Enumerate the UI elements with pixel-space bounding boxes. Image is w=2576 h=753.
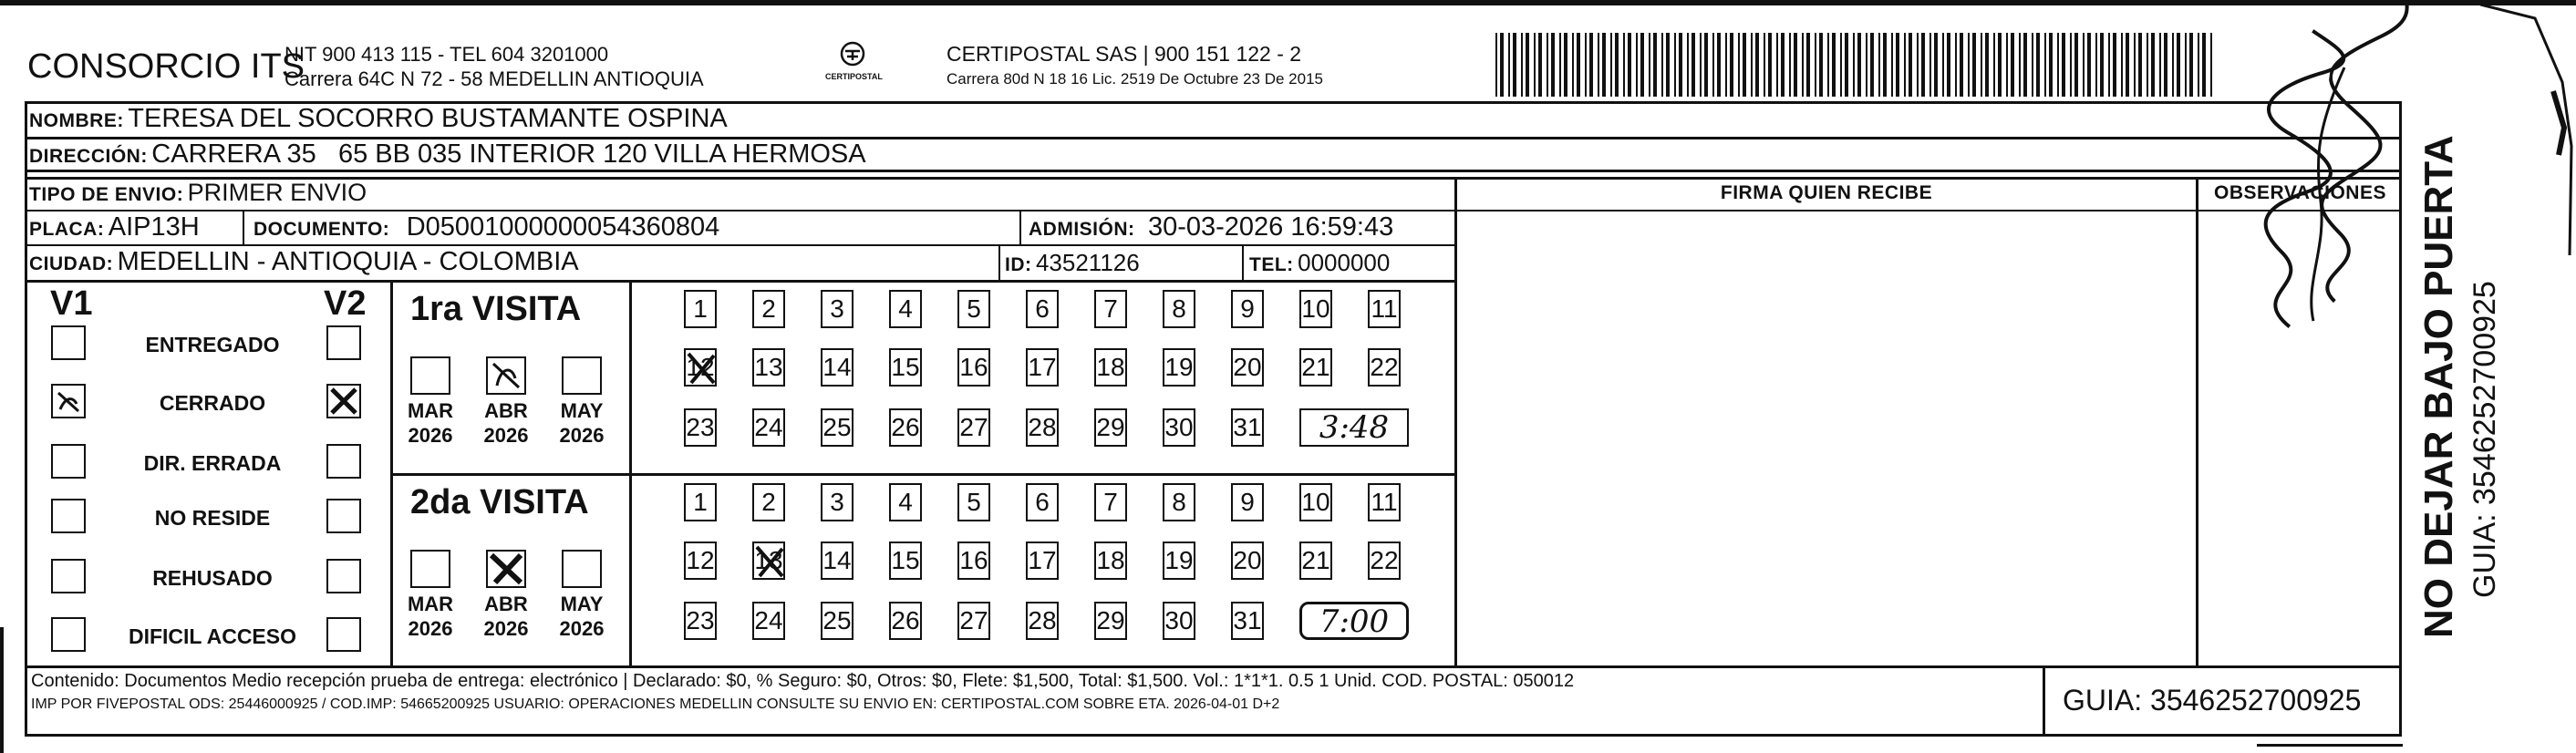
carrier-info (947, 42, 1323, 88)
status-label: CERRADO (159, 391, 266, 415)
v1-checkbox-rehusado[interactable] (51, 559, 86, 593)
day-box-31[interactable]: 31 (1231, 602, 1264, 640)
day-box-13[interactable]: 13 (752, 348, 785, 387)
day-box-1[interactable]: 1 (684, 483, 717, 521)
tel-value: 0000000 (1298, 249, 1391, 276)
direccion-value: CARRERA 35 65 BB 035 INTERIOR 120 VILLA HERMOSA (151, 139, 866, 169)
day-box-23[interactable]: 23 (684, 408, 717, 447)
day-box-20[interactable]: 20 (1231, 542, 1264, 580)
footer-content: Contenido: Documentos Medio recepción prueba de entrega: electrónico | Declarado: $0, % Seguro: $0, Otros: $0, Flete: $1,500, Total: $1,500. Vol.: 1*1*1. 0.5 1 Unid. COD. POSTAL: 050012 (31, 671, 1575, 691)
day-box-2[interactable]: 2 (752, 290, 785, 328)
id-row (1005, 249, 1140, 277)
day-box-30[interactable]: 30 (1163, 408, 1195, 447)
month-name: ABR (484, 399, 528, 422)
company-info (284, 42, 704, 91)
footer-guia: GUIA: 3546252700925 (2063, 684, 2362, 717)
day-box-21[interactable]: 21 (1299, 542, 1332, 580)
bottom-edge (2257, 744, 2403, 747)
logo-icon (837, 40, 868, 67)
row-line (390, 473, 1454, 476)
day-box-28[interactable]: 28 (1026, 602, 1059, 640)
month-year: 2026 (408, 424, 453, 447)
footer-imp: IMP POR FIVEPOSTAL ODS: 25446000925 / COD.IMP: 54665200925 USUARIO: OPERACIONES MEDELLIN CONSULTE SU ENVIO EN: CERTIPOSTAL.COM SOBRE ETA. 2026-04-01 D+2 (31, 696, 1280, 712)
day-box-2[interactable]: 2 (752, 483, 785, 521)
day-box-28[interactable]: 28 (1026, 408, 1059, 447)
col-line (998, 246, 1000, 280)
day-box-9[interactable]: 9 (1231, 290, 1264, 328)
day-box-23[interactable]: 23 (684, 602, 717, 640)
month-name: MAR (407, 593, 454, 615)
day-box-7[interactable]: 7 (1094, 483, 1127, 521)
tel-label: TEL: (1249, 254, 1294, 275)
v1-checkbox-entregado[interactable] (51, 325, 86, 360)
handwritten-hour: 3:48 (1299, 408, 1409, 447)
tipo-label: TIPO DE ENVIO: (29, 184, 184, 205)
day-box-10[interactable]: 10 (1299, 290, 1332, 328)
top-edge (0, 0, 2576, 5)
day-box-17[interactable]: 17 (1026, 348, 1059, 387)
admision-label: ADMISIÓN: (1029, 219, 1135, 240)
day-box-10[interactable]: 10 (1299, 483, 1332, 521)
day-box-16[interactable]: 16 (957, 348, 990, 387)
v2-header: V2 (324, 284, 367, 323)
documento-value: D05001000000054360804 (406, 212, 720, 242)
left-edge (0, 627, 4, 753)
day-box-5[interactable]: 5 (957, 483, 990, 521)
day-box-25[interactable]: 25 (821, 408, 853, 447)
v1-checkbox-cerrado[interactable] (51, 384, 86, 418)
month-label (477, 398, 535, 448)
nombre-row (29, 104, 728, 134)
carrier-license: Carrera 80d N 18 16 Lic. 2519 De Octubre 23 De 2015 (947, 70, 1323, 88)
day-box-16[interactable]: 16 (957, 542, 990, 580)
day-box-1[interactable]: 1 (684, 290, 717, 328)
ciudad-value: MEDELLIN - ANTIOQUIA - COLOMBIA (117, 247, 579, 276)
placa-value: AIP13H (108, 212, 200, 242)
day-box-30[interactable]: 30 (1163, 602, 1195, 640)
col-line (2196, 177, 2198, 665)
day-box-18[interactable]: 18 (1094, 542, 1127, 580)
day-box-15[interactable]: 15 (889, 348, 922, 387)
admision-value: 30-03-2026 16:59:43 (1147, 212, 1394, 242)
day-box-5[interactable]: 5 (957, 290, 990, 328)
day-box-22[interactable]: 22 (1368, 348, 1401, 387)
month-box-abr[interactable] (486, 356, 526, 395)
day-box-9[interactable]: 9 (1231, 483, 1264, 521)
col-line (1454, 177, 1457, 665)
month-label (553, 398, 611, 448)
day-box-8[interactable]: 8 (1163, 483, 1195, 521)
status-label: NO RESIDE (154, 506, 271, 530)
certipostal-logo (825, 40, 883, 81)
admision-row (1029, 212, 1393, 242)
ciudad-row (29, 247, 579, 277)
day-box-18[interactable]: 18 (1094, 348, 1127, 387)
day-box-14[interactable]: 14 (821, 348, 853, 387)
row-line (25, 244, 1454, 246)
v2-checkbox-dir-errada[interactable] (326, 444, 361, 479)
row-line (25, 177, 2402, 180)
day-box-24[interactable]: 24 (752, 408, 785, 447)
month-label (401, 398, 460, 448)
day-box-14[interactable]: 14 (821, 542, 853, 580)
day-box-12[interactable]: 12 (684, 348, 717, 387)
month-label (477, 592, 535, 641)
documento-label: DOCUMENTO: (253, 219, 390, 240)
row-line (25, 170, 2402, 172)
placa-row (29, 212, 200, 242)
col-line (243, 211, 244, 245)
month-year: 2026 (408, 617, 453, 640)
visit-title: 2da VISITA (410, 483, 589, 521)
day-box-26[interactable]: 26 (889, 602, 922, 640)
month-box-abr[interactable] (486, 550, 526, 588)
tipo-value: PRIMER ENVIO (187, 179, 367, 206)
month-name: MAR (407, 399, 454, 422)
day-box-15[interactable]: 15 (889, 542, 922, 580)
day-box-25[interactable]: 25 (821, 602, 853, 640)
status-label: DIFICIL ACCESO (128, 624, 296, 648)
day-box-27[interactable]: 27 (957, 602, 990, 640)
id-value: 43521126 (1035, 249, 1140, 276)
day-box-22[interactable]: 22 (1368, 542, 1401, 580)
month-box-mar[interactable] (410, 550, 450, 588)
day-box-7[interactable]: 7 (1094, 290, 1127, 328)
day-box-29[interactable]: 29 (1094, 408, 1127, 447)
v2-checkbox-rehusado[interactable] (326, 559, 361, 593)
day-mark (686, 350, 717, 396)
month-year: 2026 (483, 617, 529, 640)
direccion-label: DIRECCIÓN: (29, 146, 148, 167)
v2-checkbox-cerrado[interactable] (326, 384, 361, 418)
v2-checkbox-entregado[interactable] (326, 325, 361, 360)
logo-text: CERTIPOSTAL (825, 72, 883, 81)
tel-row (1249, 249, 1390, 277)
v1-checkbox-dificil-acceso[interactable] (51, 617, 86, 652)
tipo-row (29, 179, 367, 207)
company-nit: NIT 900 413 115 - TEL 604 3201000 (284, 43, 609, 66)
status-label: ENTREGADO (145, 333, 280, 356)
month-label (553, 592, 611, 641)
id-label: ID: (1005, 254, 1032, 275)
month-box-may[interactable] (562, 550, 602, 588)
month-box-mar[interactable] (410, 356, 450, 395)
row-line (25, 280, 1454, 283)
day-box-3[interactable]: 3 (821, 483, 853, 521)
barcode (1495, 33, 2216, 97)
month-name: ABR (484, 593, 528, 615)
v1-header: V1 (50, 284, 93, 323)
day-box-19[interactable]: 19 (1163, 542, 1195, 580)
month-year: 2026 (559, 617, 605, 640)
day-box-26[interactable]: 26 (889, 408, 922, 447)
day-box-11[interactable]: 11 (1368, 483, 1401, 521)
page-edge (2480, 0, 2576, 753)
documento-row (253, 212, 719, 242)
day-box-3[interactable]: 3 (821, 290, 853, 328)
company-name: CONSORCIO ITS (27, 47, 305, 86)
handwritten-hour: 7:00 (1299, 602, 1409, 640)
v2-checkbox-no-reside[interactable] (326, 499, 361, 533)
side-guia: GUIA: 3546252700925 (2467, 281, 2502, 598)
company-address: Carrera 64C N 72 - 58 MEDELLIN ANTIOQUIA (284, 67, 704, 90)
no-dejar-text: NO DEJAR BAJO PUERTA (2416, 135, 2461, 638)
nombre-label: NOMBRE: (29, 110, 124, 131)
day-box-29[interactable]: 29 (1094, 602, 1127, 640)
day-box-20[interactable]: 20 (1231, 348, 1264, 387)
month-year: 2026 (483, 424, 529, 447)
day-box-4[interactable]: 4 (889, 290, 922, 328)
v2-checkbox-dificil-acceso[interactable] (326, 617, 361, 652)
row-line (25, 210, 2402, 211)
v1-checkbox-dir-errada[interactable] (51, 444, 86, 479)
day-box-12[interactable]: 12 (684, 542, 717, 580)
day-box-13[interactable]: 13 (752, 542, 785, 580)
month-name: MAY (560, 593, 604, 615)
col-line (2043, 665, 2045, 737)
v1-checkbox-no-reside[interactable] (51, 499, 86, 533)
direccion-row (29, 139, 866, 170)
carrier-name: CERTIPOSTAL SAS | 900 151 122 - 2 (947, 42, 1302, 66)
day-box-4[interactable]: 4 (889, 483, 922, 521)
observaciones-header: OBSERVACIONES (2214, 182, 2386, 203)
month-year: 2026 (559, 424, 605, 447)
month-label (401, 592, 460, 641)
col-line (1019, 211, 1021, 245)
day-box-19[interactable]: 19 (1163, 348, 1195, 387)
status-label: DIR. ERRADA (143, 451, 282, 475)
day-box-24[interactable]: 24 (752, 602, 785, 640)
day-box-6[interactable]: 6 (1026, 483, 1059, 521)
col-line (1242, 246, 1244, 280)
ciudad-label: CIUDAD: (29, 253, 114, 274)
day-box-8[interactable]: 8 (1163, 290, 1195, 328)
day-box-6[interactable]: 6 (1026, 290, 1059, 328)
day-box-11[interactable]: 11 (1368, 290, 1401, 328)
firma-header: FIRMA QUIEN RECIBE (1720, 182, 1933, 203)
day-mark (754, 543, 785, 589)
status-label: REHUSADO (152, 566, 273, 590)
placa-label: PLACA: (29, 219, 105, 240)
day-box-27[interactable]: 27 (957, 408, 990, 447)
month-name: MAY (560, 399, 604, 422)
nombre-value: TERESA DEL SOCORRO BUSTAMANTE OSPINA (128, 104, 728, 133)
visit-title: 1ra VISITA (410, 290, 582, 328)
day-box-17[interactable]: 17 (1026, 542, 1059, 580)
month-box-may[interactable] (562, 356, 602, 395)
day-box-31[interactable]: 31 (1231, 408, 1264, 447)
day-box-21[interactable]: 21 (1299, 348, 1332, 387)
